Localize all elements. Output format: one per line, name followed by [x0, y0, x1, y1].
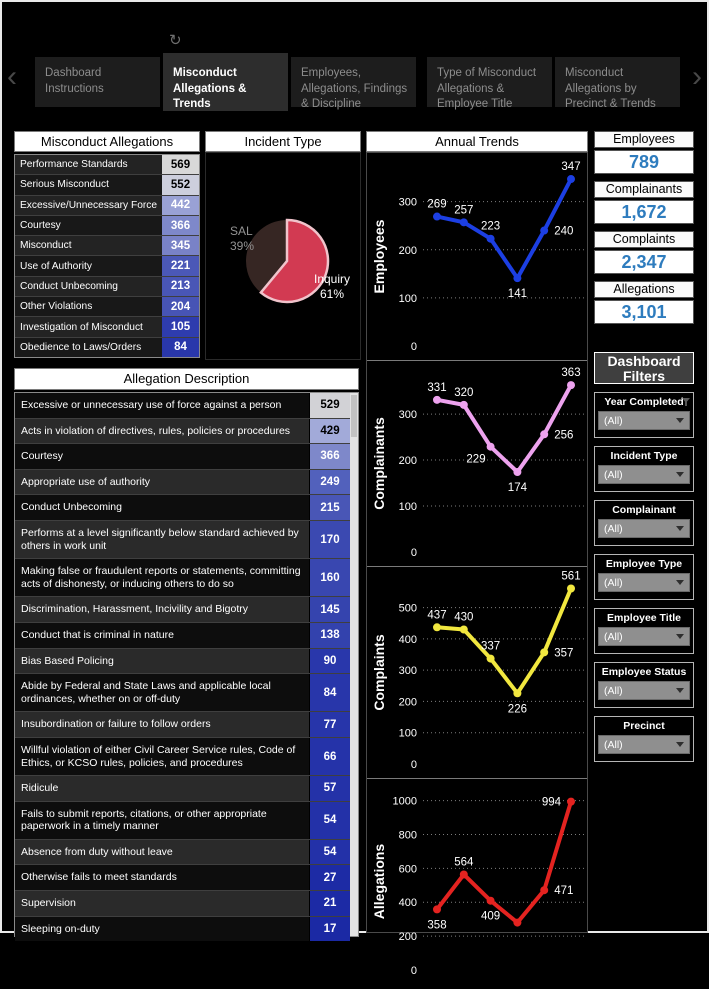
table-row[interactable] [15, 155, 199, 174]
nav-tabs [35, 57, 680, 111]
filter-card-complainant [594, 500, 694, 546]
chevron-down-icon [676, 634, 684, 639]
filter-label-text: Incident Type [610, 450, 678, 462]
y-tick-label: 800 [398, 829, 417, 842]
pie-slice-name: SAL [230, 224, 253, 238]
tab-label: Misconduct Allegations by Precinct & Trends [565, 67, 656, 111]
row-value-cell: 221 [162, 256, 199, 275]
trend-line-chart-complainants[interactable] [367, 361, 587, 566]
panel-title: Annual Trends [366, 131, 588, 152]
row-value-cell: 170 [309, 521, 350, 558]
row-label-text: Abide by Federal and State Laws and applicable local ordinances, whether on or off-duty [21, 680, 271, 705]
row-label [15, 236, 162, 255]
data-point[interactable] [433, 396, 441, 404]
row-label [15, 597, 309, 622]
chevron-down-icon [676, 742, 684, 747]
kpi-column [594, 131, 694, 331]
row-value-cell: 249 [309, 470, 350, 495]
row-value-cell: 145 [309, 597, 350, 622]
table-row[interactable] [15, 622, 350, 648]
data-point[interactable] [567, 381, 575, 389]
kpi-value: 789 [594, 150, 694, 174]
table-row[interactable] [15, 775, 350, 801]
filter-label [598, 449, 690, 463]
row-value-cell: 345 [162, 236, 199, 255]
value-label: 347 [561, 161, 581, 174]
data-point[interactable] [513, 274, 521, 282]
y-tick-label: 500 [398, 602, 417, 615]
trend-line-chart-employees[interactable] [367, 153, 587, 360]
row-label-text: Acts in violation of directives, rules, policies or procedures [21, 424, 291, 437]
misconduct-allegations-panel [14, 131, 200, 358]
value-label: 437 [427, 609, 447, 622]
filter-card-incident-type [594, 446, 694, 492]
y-tick-label: 400 [398, 633, 417, 646]
row-value-cell: 138 [309, 623, 350, 648]
kpi-value: 3,101 [594, 300, 694, 324]
row-label [15, 256, 162, 275]
table-row[interactable] [15, 469, 350, 495]
table-row[interactable] [15, 235, 199, 255]
value-label: 430 [454, 611, 474, 624]
value-label: 320 [454, 386, 474, 399]
y-tick-label: 200 [398, 931, 417, 944]
row-label [15, 891, 309, 916]
data-point[interactable] [433, 905, 441, 913]
filter-label [598, 395, 690, 409]
dashboard-filters [594, 352, 694, 762]
y-tick-label: 300 [398, 196, 417, 209]
row-value-cell: 366 [162, 216, 199, 235]
filter-label [598, 611, 690, 625]
row-label-text: Excessive/Unnecessary Force [20, 199, 158, 211]
row-label [15, 521, 309, 558]
row-label-text: Obedience to Laws/Orders [20, 341, 142, 353]
row-value-cell: 90 [309, 649, 350, 674]
panel-title: Misconduct Allegations [14, 131, 200, 152]
table-row[interactable] [15, 276, 199, 296]
panel-title: Incident Type [205, 131, 361, 152]
row-label [15, 712, 309, 737]
row-label-text: Use of Authority [20, 260, 92, 272]
row-label [15, 317, 162, 336]
allegation-description-body [14, 392, 359, 937]
row-value-cell: 54 [309, 840, 350, 865]
pie-label-sal [230, 224, 254, 254]
row-label-text: Bias Based Policing [21, 654, 114, 667]
row-label [15, 802, 309, 839]
table-row[interactable] [15, 494, 350, 520]
row-value-cell: 213 [162, 277, 199, 296]
data-point[interactable] [540, 430, 548, 438]
row-label-text: Otherwise fails to meet standards [21, 871, 177, 884]
tab-dashboard-instructions[interactable] [35, 57, 160, 107]
row-label-text: Absence from duty without leave [21, 845, 173, 858]
y-tick-label: 200 [398, 244, 417, 257]
data-point[interactable] [460, 218, 468, 226]
filter-card-employee-title [594, 608, 694, 654]
table-row[interactable] [15, 711, 350, 737]
allegation-description-panel [14, 368, 359, 937]
scrollbar-track[interactable] [350, 393, 358, 936]
value-label: 257 [454, 204, 474, 217]
annual-trends-charts [366, 152, 588, 977]
data-point[interactable] [513, 689, 521, 697]
tab-label: Type of Misconduct Allegations & Employee Title [437, 67, 537, 111]
row-label [15, 297, 162, 316]
table-row[interactable] [15, 520, 350, 558]
filter-card-employee-status [594, 662, 694, 708]
filter-cards [594, 392, 694, 762]
row-label [15, 155, 162, 174]
y-tick-label: 200 [398, 696, 417, 709]
value-label: 229 [466, 453, 486, 466]
value-label: 471 [554, 885, 574, 898]
filter-label-text: Employee Status [601, 666, 687, 678]
filters-title: Dashboard Filters [594, 352, 694, 384]
kpi-label: Employees [594, 131, 694, 148]
row-label [15, 216, 162, 235]
complainants-trend-chart [367, 361, 587, 567]
filter-label [598, 503, 690, 517]
trend-line [437, 179, 574, 278]
table-row[interactable] [15, 737, 350, 775]
y-tick-label: 0 [410, 965, 417, 977]
y-axis-title: Complaints [371, 634, 387, 711]
data-point[interactable] [567, 175, 575, 183]
chevron-down-icon [676, 688, 684, 693]
pie-label-inquiry [308, 272, 356, 302]
row-label [15, 840, 309, 865]
data-point[interactable] [513, 919, 521, 927]
row-value-cell: 160 [309, 559, 350, 596]
data-point[interactable] [460, 625, 468, 633]
row-label-text: Fails to submit reports, citations, or other appropriate paperwork in a timely manner [21, 807, 267, 833]
filter-selected-value: (All) [604, 522, 623, 535]
table-row[interactable] [15, 316, 199, 336]
table-row[interactable] [15, 215, 199, 235]
chevron-down-icon [676, 472, 684, 477]
row-label [15, 196, 162, 215]
row-value-cell: 21 [309, 891, 350, 916]
kpi-allegations [594, 281, 694, 324]
filter-label-text: Employee Title [607, 612, 681, 624]
tab-misconduct-allegations-by-precinct-trends[interactable] [555, 57, 680, 111]
data-point[interactable] [487, 655, 495, 663]
data-point[interactable] [433, 623, 441, 631]
filter-dropdown-employee-status[interactable] [598, 681, 690, 700]
y-tick-label: 600 [398, 863, 417, 876]
data-point[interactable] [540, 648, 548, 656]
y-axis-title: Complainants [371, 417, 387, 510]
row-label-text: Performs at a level significantly below standard achieved by others in work unit [21, 526, 299, 552]
kpi-employees [594, 131, 694, 174]
row-label [15, 649, 309, 674]
pie-slice-pct: 39% [230, 239, 255, 253]
row-label [15, 495, 309, 520]
value-label: 564 [454, 856, 474, 869]
row-value-cell: 569 [162, 155, 199, 174]
pie-slice-name: Inquiry [313, 272, 351, 286]
tab-label: Misconduct Allegations & Trends [173, 67, 247, 111]
row-label-text: Sleeping on-duty [21, 922, 100, 935]
y-tick-label: 200 [398, 455, 417, 468]
table-row[interactable] [15, 174, 199, 194]
trend-line [437, 589, 574, 694]
data-point[interactable] [513, 468, 521, 476]
complaints-trend-chart [367, 567, 587, 779]
kpi-value: 2,347 [594, 250, 694, 274]
row-value-cell: 429 [309, 419, 350, 444]
table-row[interactable] [15, 195, 199, 215]
scrollbar-thumb[interactable] [351, 395, 357, 437]
row-value-cell: 66 [309, 738, 350, 775]
misconduct-allegations-table [14, 154, 200, 358]
filter-dropdown-precinct[interactable] [598, 735, 690, 754]
row-label [15, 175, 162, 194]
refresh-icon[interactable]: ↻ [169, 32, 182, 49]
data-point[interactable] [540, 886, 548, 894]
table-row[interactable] [15, 801, 350, 839]
table-row[interactable] [15, 648, 350, 674]
value-label: 223 [481, 220, 501, 233]
filter-dropdown-employee-type[interactable] [598, 573, 690, 592]
allegations-trend-chart [367, 779, 587, 984]
y-tick-label: 300 [398, 665, 417, 678]
y-tick-label: 0 [410, 547, 417, 559]
filter-selected-value: (All) [604, 414, 623, 427]
y-tick-label: 100 [398, 501, 417, 514]
pie-slice-pct: 61% [319, 287, 345, 301]
chevron-down-icon [676, 526, 684, 531]
incident-type-pie-panel [205, 152, 361, 360]
row-label-text: Supervision [21, 897, 76, 910]
y-tick-label: 100 [398, 292, 417, 305]
row-value-cell: 105 [162, 317, 199, 336]
value-label: 409 [481, 910, 501, 923]
filter-selected-value: (All) [604, 738, 623, 751]
filter-selected-value: (All) [604, 468, 623, 481]
filter-label-text: Precinct [623, 720, 665, 732]
filter-dropdown-year-completed[interactable] [598, 411, 690, 430]
filter-selected-value: (All) [604, 630, 623, 643]
kpi-complainants [594, 181, 694, 224]
data-point[interactable] [567, 798, 575, 806]
value-label: 256 [554, 429, 574, 442]
row-value-cell: 17 [309, 917, 350, 942]
row-label [15, 917, 309, 942]
data-point[interactable] [567, 585, 575, 593]
row-value-cell: 529 [309, 393, 350, 418]
y-tick-label: 0 [410, 759, 417, 771]
tab-employees-allegations-findings-discipline[interactable] [291, 57, 416, 111]
y-tick-label: 100 [398, 727, 417, 740]
row-label-text: Making false or fraudulent reports or statements, committing acts of dishonesty, or inducing others to do so [21, 565, 301, 590]
row-label [15, 738, 309, 775]
row-label [15, 865, 309, 890]
value-label: 994 [541, 796, 561, 809]
value-label: 561 [561, 570, 581, 583]
filter-dropdown-incident-type[interactable] [598, 465, 690, 484]
table-row[interactable] [15, 864, 350, 890]
filter-dropdown-complainant[interactable] [598, 519, 690, 538]
table-row[interactable] [15, 296, 199, 316]
kpi-label: Allegations [594, 281, 694, 298]
row-value-cell: 84 [162, 338, 199, 357]
y-axis-title: Employees [371, 219, 387, 294]
incident-type-pie[interactable] [206, 153, 360, 359]
filter-selected-value: (All) [604, 684, 623, 697]
data-point[interactable] [487, 235, 495, 243]
row-label-text: Conduct Unbecoming [21, 501, 122, 514]
row-value-cell: 442 [162, 196, 199, 215]
data-point[interactable] [487, 443, 495, 451]
row-value-cell: 215 [309, 495, 350, 520]
table-row[interactable] [15, 337, 199, 357]
row-label-text: Discrimination, Harassment, Incivility and Bigotry [21, 603, 248, 616]
y-tick-label: 0 [410, 341, 417, 353]
data-point[interactable] [460, 870, 468, 878]
filter-card-year-completed [594, 392, 694, 438]
row-value-cell: 552 [162, 175, 199, 194]
employees-trend-chart [367, 153, 587, 361]
tab-misconduct-allegations-trends[interactable] [163, 53, 288, 111]
trend-line-chart-complaints[interactable] [367, 567, 587, 778]
data-point[interactable] [540, 227, 548, 235]
trend-line-chart-allegations[interactable] [367, 779, 587, 984]
value-label: 357 [554, 647, 574, 660]
row-label-text: Courtesy [21, 450, 64, 463]
kpi-value: 1,672 [594, 200, 694, 224]
row-value-cell: 204 [162, 297, 199, 316]
table-row[interactable] [15, 443, 350, 469]
table-row[interactable] [15, 890, 350, 916]
row-value-cell: 77 [309, 712, 350, 737]
row-label [15, 277, 162, 296]
row-label-text: Ridicule [21, 782, 59, 795]
row-label [15, 559, 309, 596]
value-label: 358 [427, 919, 447, 932]
kpi-complaints [594, 231, 694, 274]
row-label [15, 444, 309, 469]
chevron-down-icon [676, 580, 684, 585]
filter-label [598, 665, 690, 679]
row-value-cell: 57 [309, 776, 350, 801]
filter-card-precinct [594, 716, 694, 762]
filter-label [598, 557, 690, 571]
row-label-text: Conduct that is criminal in nature [21, 628, 174, 641]
row-label [15, 338, 162, 357]
table-row[interactable] [15, 418, 350, 444]
table-row[interactable] [15, 558, 350, 596]
data-point[interactable] [460, 401, 468, 409]
row-label-text: Performance Standards [20, 159, 128, 171]
row-label [15, 393, 309, 418]
row-value-cell: 366 [309, 444, 350, 469]
row-label-text: Excessive or unnecessary use of force against a person [21, 399, 282, 411]
y-tick-label: 400 [398, 897, 417, 910]
kpi-label: Complaints [594, 231, 694, 248]
row-label-text: Other Violations [20, 301, 93, 313]
value-label: 331 [427, 381, 447, 394]
table-row[interactable] [15, 839, 350, 865]
value-label: 141 [507, 288, 527, 301]
table-row[interactable] [15, 393, 350, 418]
tab-label: Employees, Allegations, Findings & Discipline [301, 67, 408, 111]
nav-back-icon[interactable]: ‹ [7, 60, 17, 93]
row-label [15, 623, 309, 648]
y-tick-label: 300 [398, 409, 417, 422]
value-label: 363 [561, 367, 581, 380]
row-value-cell: 84 [309, 674, 350, 711]
chevron-down-icon [676, 418, 684, 423]
y-axis-title: Allegations [371, 843, 387, 920]
filter-label-text: Complainant [612, 504, 676, 516]
row-label-text: Willful violation of either Civil Career Service rules, Code of Ethics, or KCSO rules, policies, and procedures [21, 743, 296, 769]
y-tick-label: 1000 [392, 795, 417, 808]
value-label: 226 [507, 703, 527, 716]
row-label-text: Serious Misconduct [20, 179, 109, 191]
table-row[interactable] [15, 596, 350, 622]
tab-label: Dashboard Instructions [45, 67, 104, 95]
table-row[interactable] [15, 673, 350, 711]
row-label-text: Courtesy [20, 220, 61, 232]
allegation-description-table [15, 393, 350, 936]
filter-label [598, 719, 690, 733]
kpi-label: Complainants [594, 181, 694, 198]
data-point[interactable] [487, 897, 495, 905]
row-value-cell: 54 [309, 802, 350, 839]
row-label-text: Conduct Unbecoming [20, 280, 118, 292]
filter-dropdown-employee-title[interactable] [598, 627, 690, 646]
value-label: 337 [481, 640, 501, 653]
filter-card-employee-type [594, 554, 694, 600]
row-label-text: Misconduct [20, 240, 72, 252]
panel-title: Allegation Description [14, 368, 359, 390]
nav-forward-icon[interactable]: › [692, 60, 702, 93]
filter-selected-value: (All) [604, 576, 623, 589]
value-label: 240 [554, 225, 574, 238]
value-label: 174 [507, 482, 527, 495]
row-value-cell: 27 [309, 865, 350, 890]
table-row[interactable] [15, 255, 199, 275]
row-label-text: Investigation of Misconduct [20, 321, 143, 333]
filter-label-text: Employee Type [605, 558, 683, 570]
data-point[interactable] [433, 213, 441, 221]
filter-label-text: Year Completed [604, 396, 684, 408]
row-label [15, 776, 309, 801]
row-label-text: Appropriate use of authority [21, 475, 150, 488]
table-row[interactable] [15, 916, 350, 942]
row-label [15, 419, 309, 444]
row-label-text: Insubordination or failure to follow orders [21, 718, 211, 731]
row-label [15, 674, 309, 711]
row-label [15, 470, 309, 495]
tab-type-of-misconduct-allegations-employee-title[interactable] [427, 57, 552, 111]
value-label: 269 [427, 198, 447, 211]
